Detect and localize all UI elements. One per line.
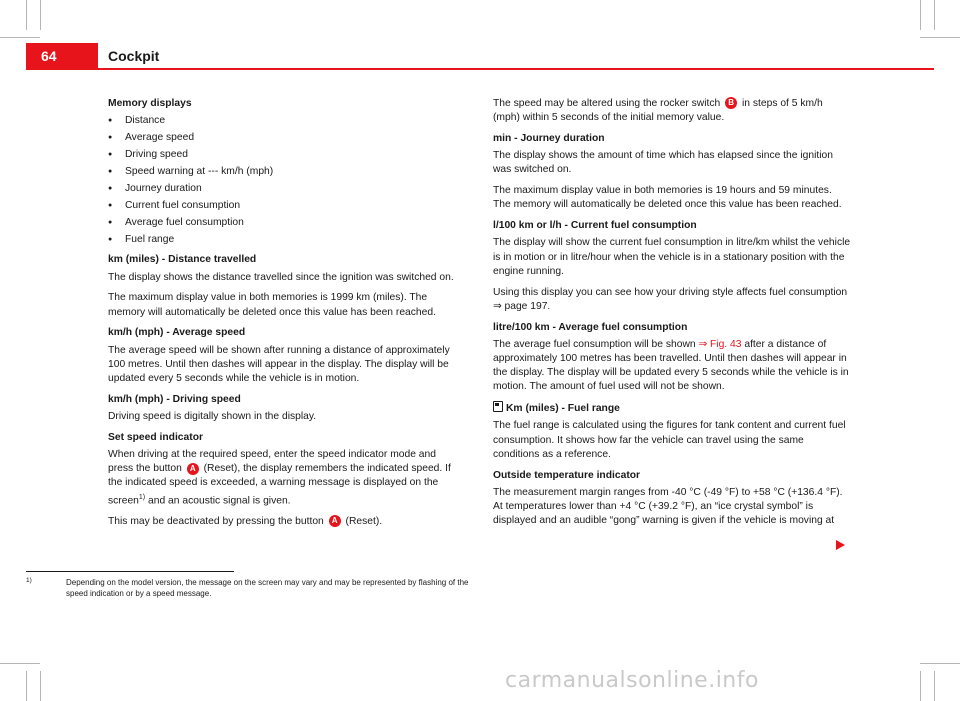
continue-arrow-icon	[836, 540, 845, 550]
page-number: 64	[26, 43, 98, 69]
crop-mark	[920, 663, 960, 664]
paragraph: The display will show the current fuel consumption in litre/km whilst the vehicle is in motion or in litre/hour when the vehicle is in a stationary position with the engine running.	[493, 237, 851, 277]
journey-duration-heading: min - Journey duration	[493, 133, 605, 144]
left-column	[108, 97, 464, 536]
crop-mark	[0, 37, 40, 38]
list-item: ● Speed warning at --- km/h (mph)	[108, 165, 464, 179]
list-item: ● Average fuel consumption	[108, 216, 464, 230]
crop-mark	[40, 0, 41, 30]
paragraph: Driving speed is digitally shown in the display.	[108, 411, 317, 423]
current-fuel-heading: l/100 km or l/h - Current fuel consumption	[493, 220, 697, 232]
crop-mark	[920, 671, 921, 701]
crop-mark	[920, 37, 960, 38]
average-speed-heading: km/h (mph) - Average speed	[108, 327, 246, 339]
footnote-ref: 1)	[138, 493, 146, 501]
footnote	[26, 578, 476, 599]
right-column	[493, 97, 851, 535]
list-item: ● Journey duration	[108, 182, 464, 196]
button-b-badge: B	[725, 97, 737, 109]
memory-list	[108, 114, 464, 247]
header-rule	[26, 68, 934, 70]
footnote-rule	[26, 571, 234, 572]
driving-speed-heading: km/h (mph) - Driving speed	[108, 393, 241, 405]
crop-mark	[934, 671, 935, 701]
crop-mark	[920, 0, 921, 30]
list-item: ● Current fuel consumption	[108, 199, 464, 213]
figure-link[interactable]: ⇒ Fig. 43	[698, 338, 742, 350]
average-fuel-heading: litre/100 km - Average fuel consumption	[493, 321, 688, 333]
crop-mark	[40, 671, 41, 701]
paragraph: The speed may be altered using the rocker switch B in steps of 5 km/h (mph) within 5 seconds of the initial memory value.	[493, 98, 823, 124]
crop-mark	[0, 663, 40, 664]
paragraph: The measurement margin ranges from -40 °C (-49 °F) to +58 °C (+136.4 °F). At temperatures lower than +4 °C (+39.2 °F), an “ice crystal symbol” is displayed and an audible “gong” warning is given if the vehicle is moving at	[493, 486, 843, 527]
paragraph: When driving at the required speed, enter the speed indicator mode and press the button A (Reset), the display remembers the indicated speed. If the indicated speed is exceeded, a warning message is displayed on the screen$^{1)}$ and an acoustic signal is given.	[108, 449, 451, 507]
paragraph: The maximum display value in both memories is 1999 km (miles). The memory will automatically be deleted once this value has been reached.	[108, 292, 436, 318]
watermark: carmanualsonline.info	[505, 668, 759, 693]
button-a-badge: A	[187, 463, 199, 475]
paragraph: The maximum display value in both memories is 19 hours and 59 minutes. The memory will automatically be deleted once this value has been reached.	[493, 185, 842, 211]
list-item: ● Driving speed	[108, 148, 464, 162]
paragraph: The average fuel consumption will be shown ⇒ Fig. 43 after a distance of approximately 100 metres has been travelled. Until then dashes will appear in the display. The display will be updated every 5 seconds while the vehicle is in motion. The amount of fuel used will not be shown.	[493, 338, 849, 393]
footnote-text: Depending on the model version, the message on the screen may vary and may be represented by flashing of the speed indication or by a speed message.	[66, 578, 469, 598]
crop-mark	[26, 671, 27, 701]
footnote-mark: 1)	[26, 577, 32, 584]
outside-temperature-heading: Outside temperature indicator	[493, 469, 641, 481]
paragraph: The display shows the amount of time which has elapsed since the ignition was switched on.	[493, 150, 833, 176]
fuel-pump-icon	[493, 401, 503, 412]
list-item: ● Distance	[108, 114, 464, 128]
crop-mark	[934, 0, 935, 30]
paragraph: The fuel range is calculated using the figures for tank content and current fuel consumption. It shows how far the vehicle can travel using the same conditions as a reference.	[493, 420, 846, 460]
memory-displays-heading: Memory displays	[108, 98, 192, 109]
paragraph: The average speed will be shown after running a distance of approximately 100 metres. Until then dashes will appear in the display. The display will be updated every 5 seconds while the vehicle is in motion.	[108, 344, 450, 385]
paragraph: The display shows the distance travelled since the ignition was switched on.	[108, 271, 454, 283]
paragraph: Using this display you can see how your driving style affects fuel consumption ⇒ page 197.	[493, 286, 848, 312]
paragraph: This may be deactivated by pressing the button A (Reset).	[108, 515, 383, 527]
button-a-badge: A	[329, 515, 341, 527]
list-item: ● Average speed	[108, 131, 464, 145]
list-item: ● Fuel range	[108, 233, 464, 247]
fuel-range-heading: Km (miles) - Fuel range	[493, 401, 851, 416]
crop-mark	[26, 0, 27, 30]
page-title: Cockpit	[108, 48, 160, 64]
set-speed-heading: Set speed indicator	[108, 431, 203, 443]
distance-heading: km (miles) - Distance travelled	[108, 254, 257, 266]
